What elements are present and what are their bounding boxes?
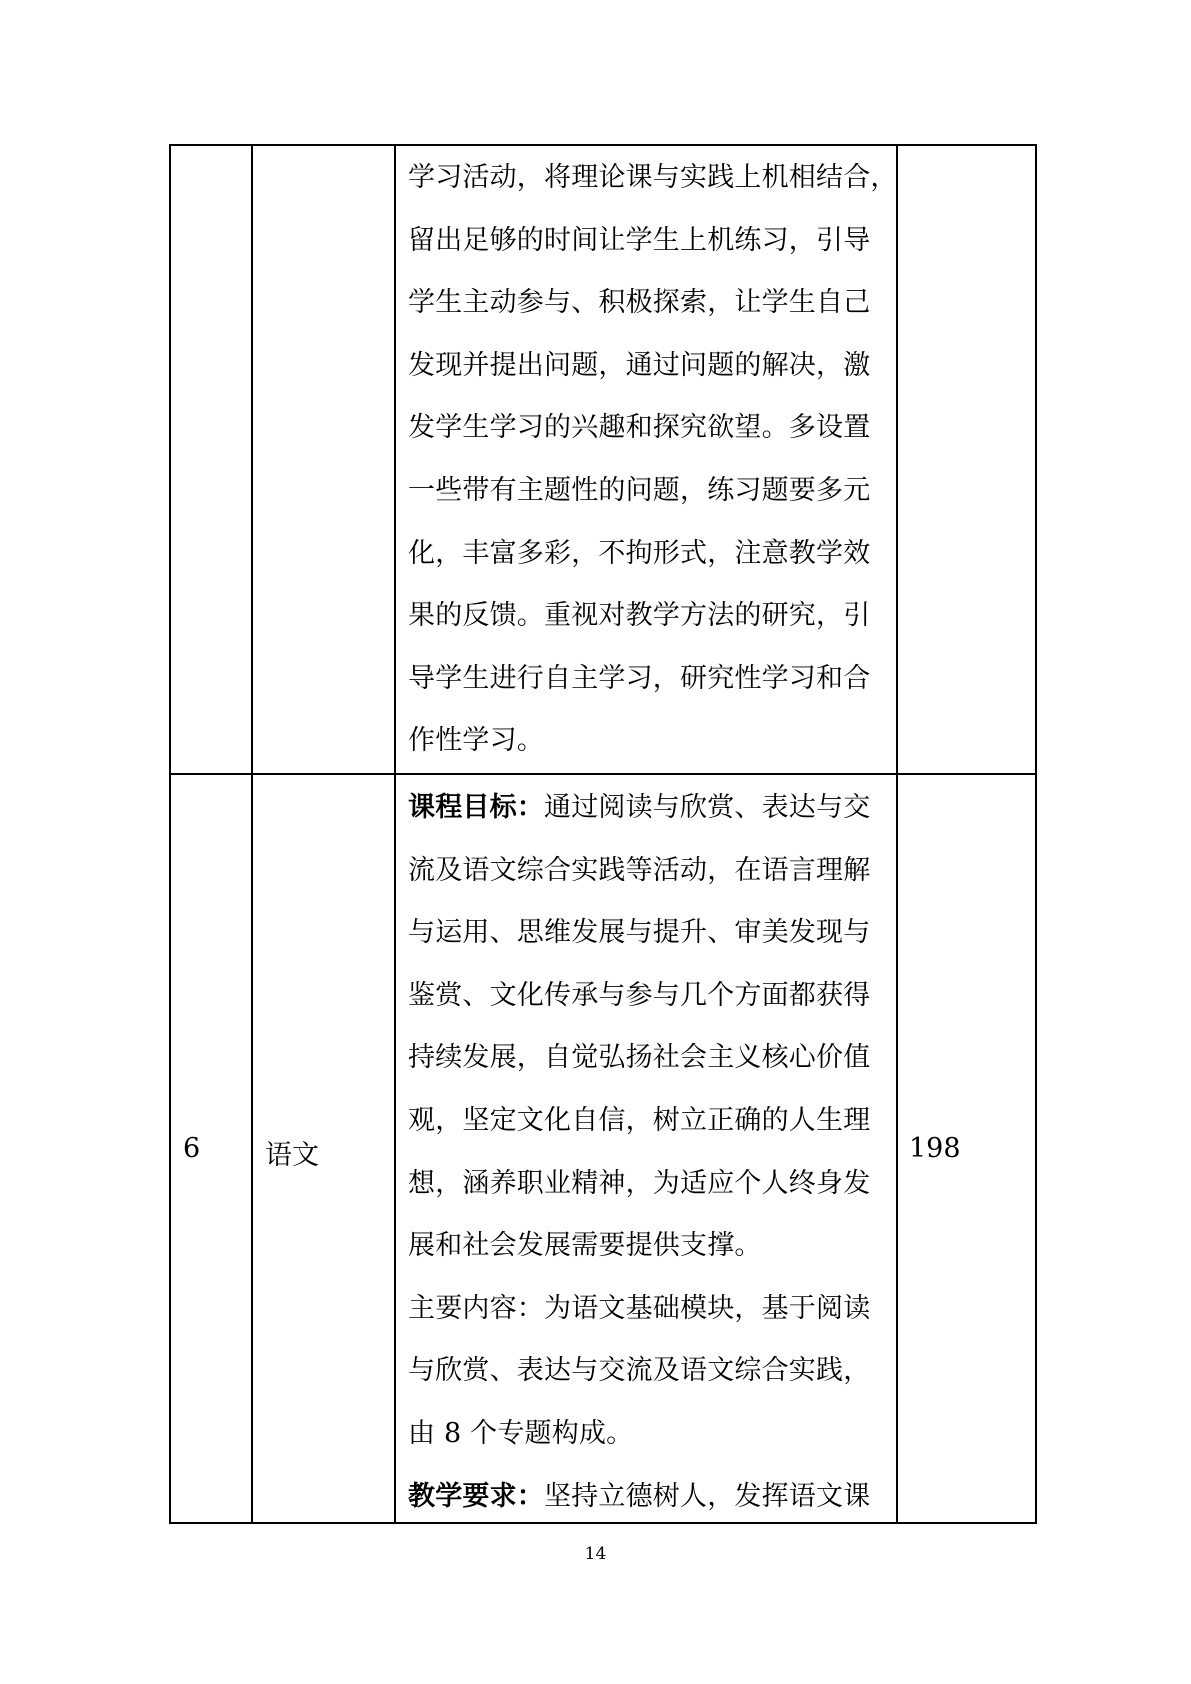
course-hours: 198 bbox=[909, 1133, 961, 1164]
text-line: 展和社会发展需要提供支撑。 bbox=[408, 1230, 762, 1262]
text-line: 鉴赏、文化传承与参与几个方面都获得 bbox=[408, 979, 871, 1011]
text-line: 果的反馈。重视对教学方法的研究，引 bbox=[408, 600, 871, 632]
text-line: 想，涵养职业精神，为适应个人终身发 bbox=[408, 1167, 871, 1199]
text-line: 与欣赏、表达与交流及语文综合实践， bbox=[408, 1355, 871, 1387]
column-divider-2 bbox=[394, 144, 396, 1524]
text-line: 化，丰富多彩，不拘形式，注意教学效 bbox=[408, 537, 871, 569]
table-border-right bbox=[1035, 144, 1037, 1524]
text-line: 学生主动参与、积极探索，让学生自己 bbox=[408, 287, 871, 319]
text-line: 主要内容：为语文基础模块，基于阅读 bbox=[408, 1292, 871, 1324]
text-line: 作性学习。 bbox=[408, 725, 544, 757]
row-divider bbox=[169, 773, 1037, 775]
text-line: 一些带有主题性的问题，练习题要多元 bbox=[408, 474, 871, 506]
page-number: 14 bbox=[584, 1544, 607, 1564]
text-line: 学习活动，将理论课与实践上机相结合， bbox=[408, 162, 898, 193]
text-line: 持续发展，自觉弘扬社会主义核心价值 bbox=[408, 1042, 871, 1074]
text-line: 与运用、思维发展与提升、审美发现与 bbox=[408, 917, 871, 949]
text-line: 由 8 个专题构成。 bbox=[408, 1417, 634, 1449]
text-line: 观，坚定文化自信，树立正确的人生理 bbox=[408, 1104, 871, 1136]
text-line: 导学生进行自主学习，研究性学习和合 bbox=[408, 662, 871, 694]
column-divider-1 bbox=[251, 144, 253, 1524]
row-number: 6 bbox=[183, 1133, 201, 1164]
text-line: 留出足够的时间让学生上机练习，引导 bbox=[408, 224, 871, 256]
text-line: 发学生学习的兴趣和探究欲望。多设置 bbox=[408, 412, 871, 444]
section-label: 教学要求： bbox=[408, 1480, 544, 1512]
continued-content-cell bbox=[408, 147, 898, 773]
text-line: 流及语文综合实践等活动，在语言理解 bbox=[408, 854, 871, 886]
text-line: 课程目标：通过阅读与欣赏、表达与交 bbox=[408, 792, 871, 823]
text-line: 发现并提出问题，通过问题的解决，激 bbox=[408, 349, 871, 381]
text-line: 教学要求：坚持立德树人，发挥语文课 bbox=[408, 1480, 871, 1512]
table-border-left bbox=[169, 144, 171, 1524]
section-label: 课程目标： bbox=[408, 792, 544, 823]
course-description-cell bbox=[408, 777, 898, 1528]
table-border-top bbox=[169, 144, 1037, 146]
course-name: 语文 bbox=[265, 1140, 319, 1171]
